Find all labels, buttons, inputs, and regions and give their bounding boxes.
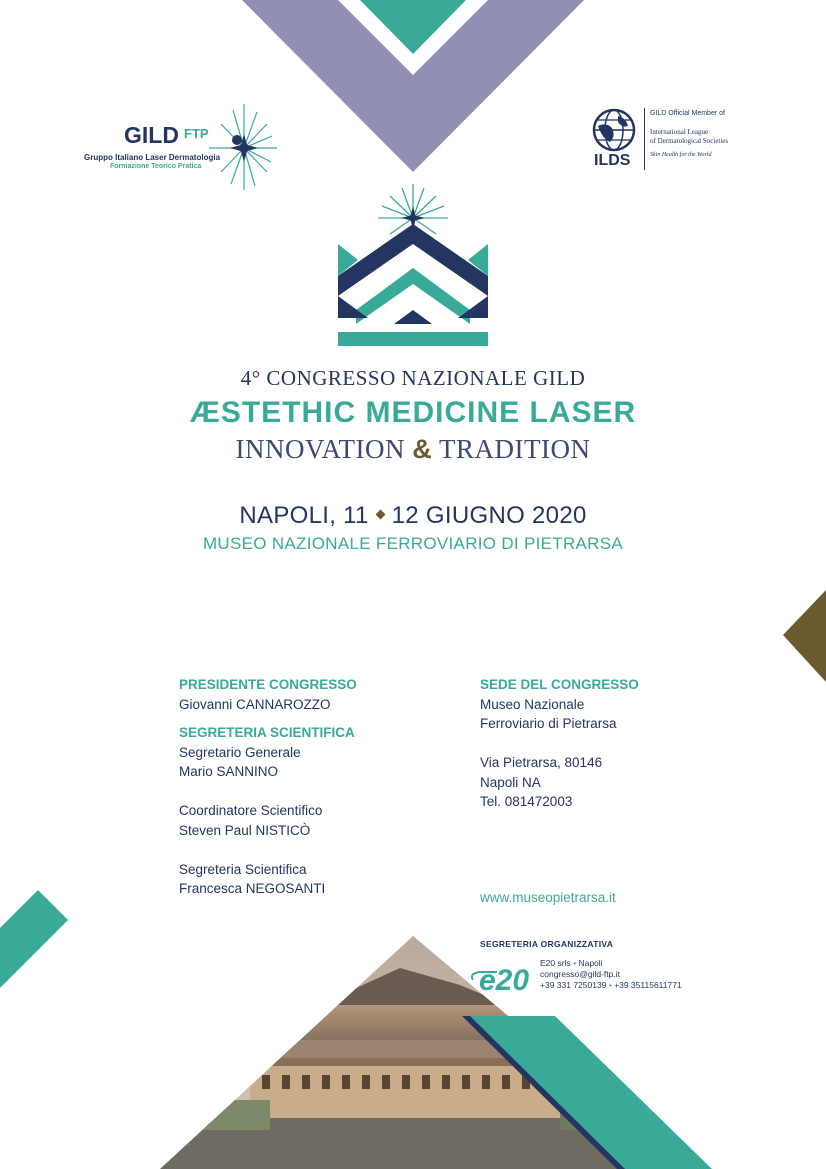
right-bronze-triangle bbox=[783, 590, 826, 682]
organizer-company: E20 srls bbox=[540, 958, 571, 968]
ilds-member-label: GILD Official Member of bbox=[650, 110, 725, 117]
gild-logo bbox=[84, 104, 284, 194]
left-info-column bbox=[179, 675, 357, 899]
gild-subtitle-2: Formazione Teorico Pratica bbox=[110, 163, 202, 170]
globe-icon bbox=[592, 108, 636, 152]
compass-star-icon bbox=[209, 104, 279, 192]
address-street: Via Pietrarsa, 80146 bbox=[480, 755, 603, 770]
segreteria-role: Segreteria Scientifica bbox=[179, 861, 307, 877]
date-start: NAPOLI, 11 bbox=[239, 502, 369, 529]
subtitle-innovation: INNOVATION bbox=[235, 434, 405, 464]
segretario-name: Mario SANNINO bbox=[179, 764, 279, 779]
ilds-abbreviation: ILDS bbox=[594, 152, 631, 169]
presidente-heading: PRESIDENTE CONGRESSO bbox=[179, 677, 357, 692]
gild-title: GILD bbox=[124, 122, 179, 148]
ilds-tagline: Skin Health for the World bbox=[650, 152, 712, 158]
presidente-name: Giovanni CANNAROZZO bbox=[179, 696, 331, 712]
e20-logo bbox=[467, 954, 537, 996]
organizer-phone-1: +39 331 7250139 bbox=[540, 980, 607, 990]
crown-star-emblem-icon bbox=[338, 184, 488, 348]
left-teal-stripe bbox=[0, 890, 68, 988]
sede-line1: Museo Nazionale bbox=[480, 696, 585, 712]
telephone: Tel. 081472003 bbox=[480, 794, 573, 809]
organizer-city: Napoli bbox=[578, 958, 603, 968]
organizer-phone-2: +39 35115611771 bbox=[614, 980, 682, 990]
ilds-logo bbox=[590, 104, 760, 176]
segreteria-heading: SEGRETERIA SCIENTIFICA bbox=[179, 725, 355, 740]
sede-heading: SEDE DEL CONGRESSO bbox=[480, 677, 639, 692]
event-date bbox=[0, 502, 826, 530]
event-venue: MUSEO NAZIONALE FERROVIARIO DI PIETRARSA bbox=[202, 534, 624, 553]
date-end: 12 GIUGNO 2020 bbox=[391, 502, 587, 529]
ilds-name-line2: of Dermatological Societies bbox=[650, 137, 729, 145]
coordinatore-role: Coordinatore Scientifico bbox=[179, 803, 323, 818]
subtitle bbox=[0, 434, 826, 465]
main-title: ÆSTETHIC MEDICINE LASER bbox=[189, 396, 637, 429]
organizer-contact: E20 srls • Napoli congresso@gild-ftp.it +39 331 7250139 • +39 35115611771 bbox=[540, 958, 682, 990]
address-city: Napoli NA bbox=[480, 774, 541, 790]
organizer-heading: SEGRETERIA ORGANIZZATIVA bbox=[480, 939, 614, 949]
ilds-divider bbox=[644, 108, 645, 170]
sede-line2: Ferroviario di Pietrarsa bbox=[480, 716, 617, 731]
organizer-email[interactable]: congresso@gild-ftp.it bbox=[540, 969, 620, 979]
subtitle-tradition: TRADITION bbox=[439, 434, 591, 464]
ampersand: & bbox=[412, 434, 433, 464]
e20-logo-text: e20 bbox=[479, 964, 530, 996]
diamond-separator-icon bbox=[375, 509, 385, 519]
website-link[interactable]: www.museopietrarsa.it bbox=[480, 890, 616, 905]
gild-ftp: FTP bbox=[184, 126, 209, 141]
ilds-name-line1: International League bbox=[650, 128, 709, 136]
coordinatore-name: Steven Paul NISTICÒ bbox=[179, 822, 311, 838]
right-info-column bbox=[480, 675, 639, 812]
congress-title: 4° CONGRESSO NAZIONALE GILD bbox=[240, 366, 586, 390]
segreteria-name: Francesca NEGOSANTI bbox=[179, 881, 326, 896]
gild-subtitle: Gruppo Italiano Laser Dermatologia bbox=[84, 153, 221, 162]
segretario-role: Segretario Generale bbox=[179, 744, 301, 760]
